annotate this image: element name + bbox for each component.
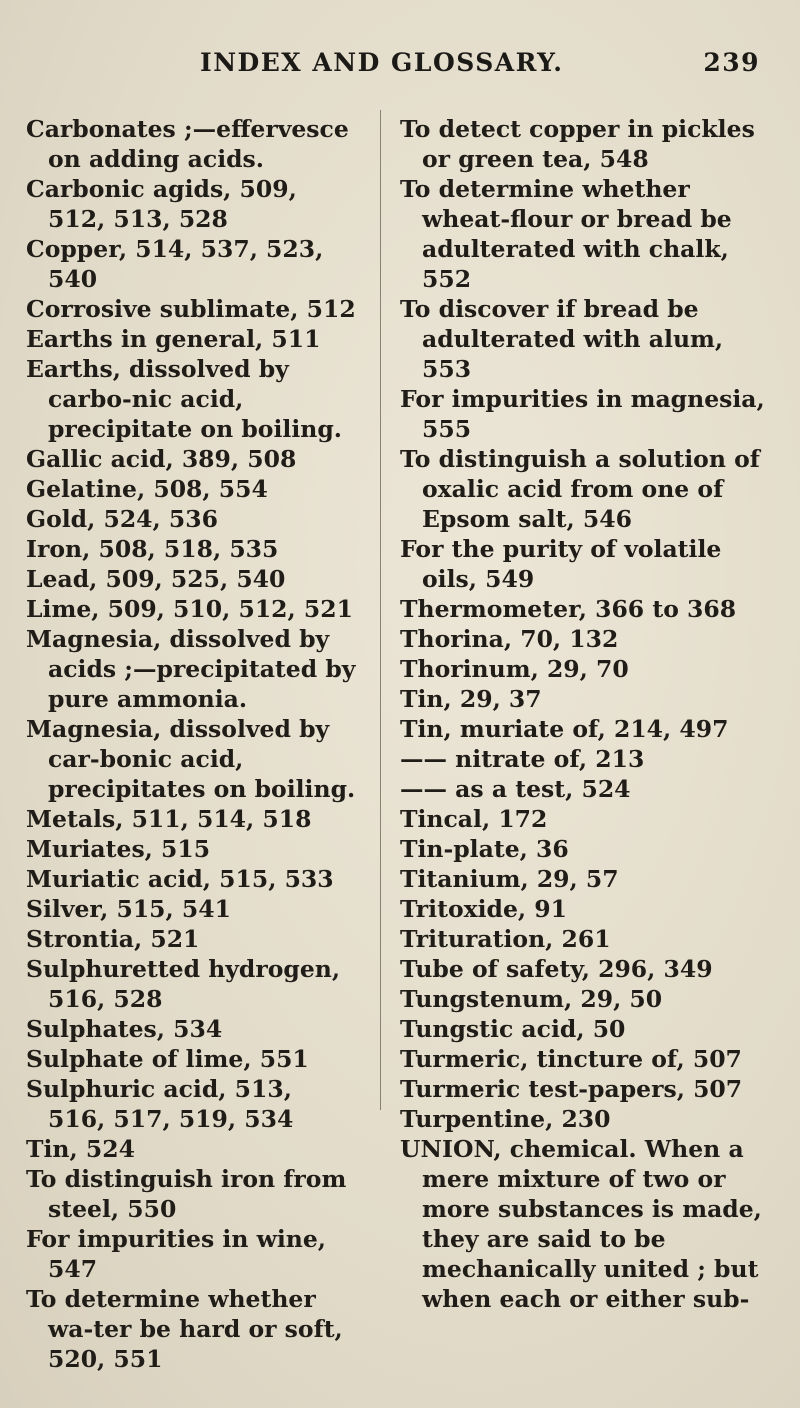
index-entry: Tin, muriate of, 214, 497 — [400, 715, 729, 743]
index-entry: Muriates, 515 — [26, 835, 211, 863]
index-entry: Copper, 514, 537, 523, 540 — [26, 235, 324, 293]
running-head — [200, 48, 760, 88]
index-entry: For the purity of volatile oils, 549 — [400, 535, 722, 593]
index-entry: Gold, 524, 536 — [26, 505, 218, 533]
index-entry: Turmeric, tincture of, 507 — [400, 1045, 742, 1073]
index-entry: Earths in general, 511 — [26, 325, 321, 353]
index-entry: Sulphuretted hydrogen, 516, 528 — [26, 955, 341, 1013]
index-entry: Sulphuric acid, 513, 516, 517, 519, 534 — [26, 1075, 294, 1133]
index-entry: Turpentine, 230 — [400, 1105, 611, 1133]
index-entry: Tin, 524 — [26, 1135, 135, 1163]
index-entry: Metals, 511, 514, 518 — [26, 805, 312, 833]
index-subentry: —— nitrate of, 213 — [400, 745, 645, 773]
index-entry: Thorinum, 29, 70 — [400, 655, 629, 683]
index-entry: For impurities in magnesia, 555 — [400, 385, 765, 443]
index-entry: To discover if bread be adulterated with alum, 553 — [400, 295, 724, 383]
index-entry: Tin-plate, 36 — [400, 835, 569, 863]
index-entry: Turmeric test-papers, 507 — [400, 1075, 743, 1103]
index-entry: Gelatine, 508, 554 — [26, 475, 268, 503]
index-entry: Thermometer, 366 to 368 — [400, 595, 737, 623]
column-divider — [380, 110, 381, 1110]
index-entry: Tungstic acid, 50 — [400, 1015, 626, 1043]
index-subentry: —— as a test, 524 — [400, 775, 631, 803]
index-entry: Thorina, 70, 132 — [400, 625, 619, 653]
index-entry: Earths, dissolved by carbo-nic acid, precipitate on boiling. — [26, 355, 342, 443]
index-entry: To distinguish a solution of oxalic acid from one of Epsom salt, 546 — [400, 445, 760, 533]
index-entry: Corrosive sublimate, 512 — [26, 295, 356, 323]
glossary-entry: UNION, chemical. When a mere mixture of two or more substances is made, they are said to be mechanically united ; but when each or either sub- — [400, 1135, 762, 1313]
index-entry: Magnesia, dissolved by car-bonic acid, precipitates on boiling. — [26, 715, 356, 803]
index-entry: Silver, 515, 541 — [26, 895, 231, 923]
index-entry: Tin, 29, 37 — [400, 685, 542, 713]
index-entry: To distinguish iron from steel, 550 — [26, 1165, 347, 1223]
left-column — [26, 114, 356, 1374]
right-column — [400, 114, 765, 1314]
index-entry: Trituration, 261 — [400, 925, 611, 953]
index-entry: Tube of safety, 296, 349 — [400, 955, 713, 983]
index-entry: Strontia, 521 — [26, 925, 200, 953]
page-number: 239 — [703, 48, 760, 77]
index-entry: Titanium, 29, 57 — [400, 865, 619, 893]
index-entry: Gallic acid, 389, 508 — [26, 445, 297, 473]
index-entry: Muriatic acid, 515, 533 — [26, 865, 334, 893]
index-entry: For impurities in wine, 547 — [26, 1225, 326, 1283]
index-entry: Carbonic agids, 509, 512, 513, 528 — [26, 175, 297, 233]
index-entry: Lime, 509, 510, 512, 521 — [26, 595, 353, 623]
index-entry: To determine whether wa-ter be hard or soft, 520, 551 — [26, 1285, 343, 1373]
index-entry: To detect copper in pickles or green tea, 548 — [400, 115, 755, 173]
index-entry: Lead, 509, 525, 540 — [26, 565, 286, 593]
index-entry: Sulphates, 534 — [26, 1015, 223, 1043]
index-entry: Tungstenum, 29, 50 — [400, 985, 663, 1013]
index-entry: Tritoxide, 91 — [400, 895, 568, 923]
index-entry: Iron, 508, 518, 535 — [26, 535, 279, 563]
index-entry: Magnesia, dissolved by acids ;—precipitated by pure ammonia. — [26, 625, 356, 713]
running-head-title: INDEX AND GLOSSARY. — [200, 48, 564, 77]
index-entry: Sulphate of lime, 551 — [26, 1045, 309, 1073]
index-entry: Tincal, 172 — [400, 805, 548, 833]
index-entry: Carbonates ;—effervesce on adding acids. — [26, 115, 349, 173]
index-entry: To determine whether wheat-flour or bread be adulterated with chalk, 552 — [400, 175, 732, 293]
